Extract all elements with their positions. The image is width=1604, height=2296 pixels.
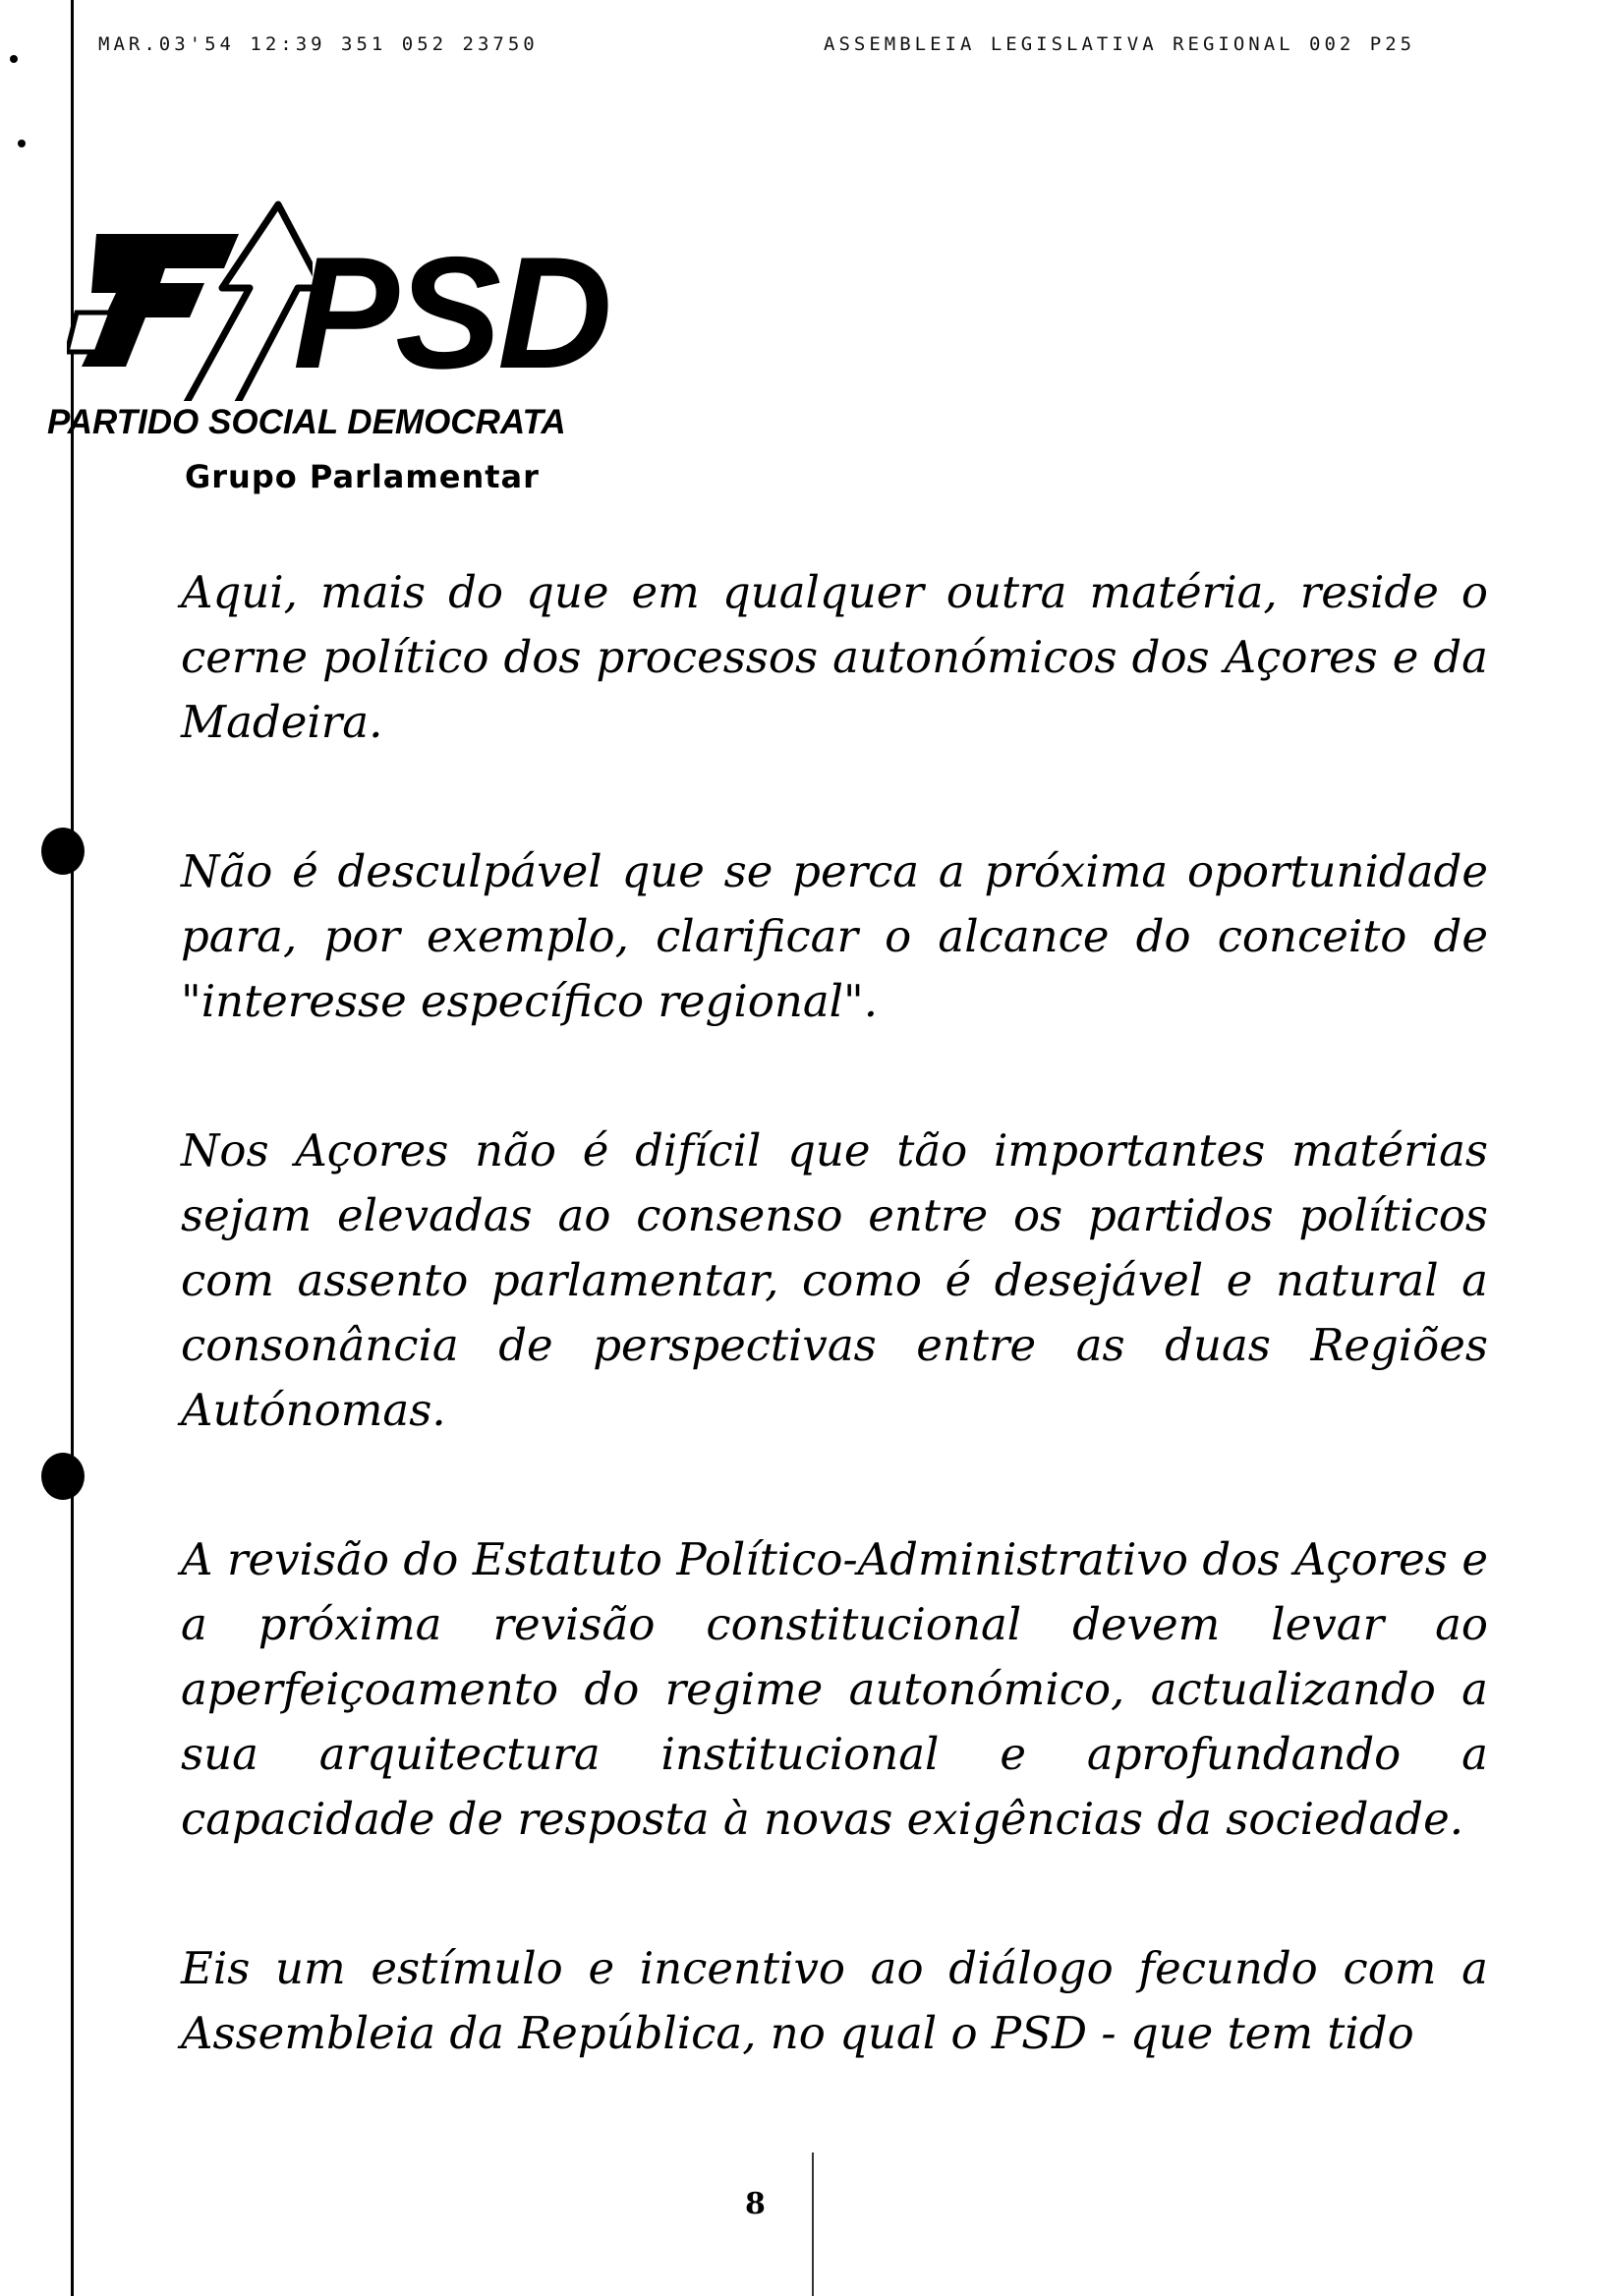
logo-subtitle: PARTIDO SOCIAL DEMOCRATA: [47, 403, 566, 441]
scan-mark: [812, 2152, 814, 2296]
fax-header-right: ASSEMBLEIA LEGISLATIVA REGIONAL 002 P25: [824, 33, 1416, 55]
punch-hole: [41, 1453, 85, 1500]
logo-letters: PSD: [293, 224, 609, 402]
group-label: Grupo Parlamentar: [185, 458, 540, 495]
arrow-logo-icon: [67, 195, 313, 401]
psd-logo: [47, 195, 676, 450]
punch-hole: [41, 828, 85, 875]
paragraph: Nos Açores não é difícil que tão importantes matérias sejam elevadas ao consenso entre os partidos políticos com assento parlamentar, como é desejável e natural a consonância de perspectivas entre as duas Regiões Autónomas.: [181, 1124, 1488, 1436]
paragraph: Não é desculpável que se perca a próxima oportunidade para, por exemplo, clarificar o alcance do conceito de "interesse específico regional".: [181, 845, 1488, 1027]
fax-header-left: MAR.03'54 12:39 351 052 23750: [98, 33, 539, 55]
page-number: 8: [745, 2187, 766, 2221]
fax-header: [98, 33, 1573, 63]
paragraph: Eis um estímulo e incentivo ao diálogo fecundo com a Assembleia da República, no qual o PSD - que tem tido: [181, 1942, 1488, 2059]
scan-dot: [18, 140, 26, 147]
scan-dot: [10, 55, 18, 63]
paragraph: Aqui, mais do que em qualquer outra matéria, reside o cerne político dos processos autonómicos dos Açores e da Madeira.: [181, 566, 1488, 748]
paragraph: A revisão do Estatuto Político-Administrativo dos Açores e a próxima revisão constitucional devem levar ao aperfeiçoamento do regime autonómico, actualizando a sua arquitectura institucional e aprofundando a capacidade de resposta à novas exigências da sociedade.: [181, 1533, 1488, 1845]
document-body: [181, 560, 1488, 2151]
